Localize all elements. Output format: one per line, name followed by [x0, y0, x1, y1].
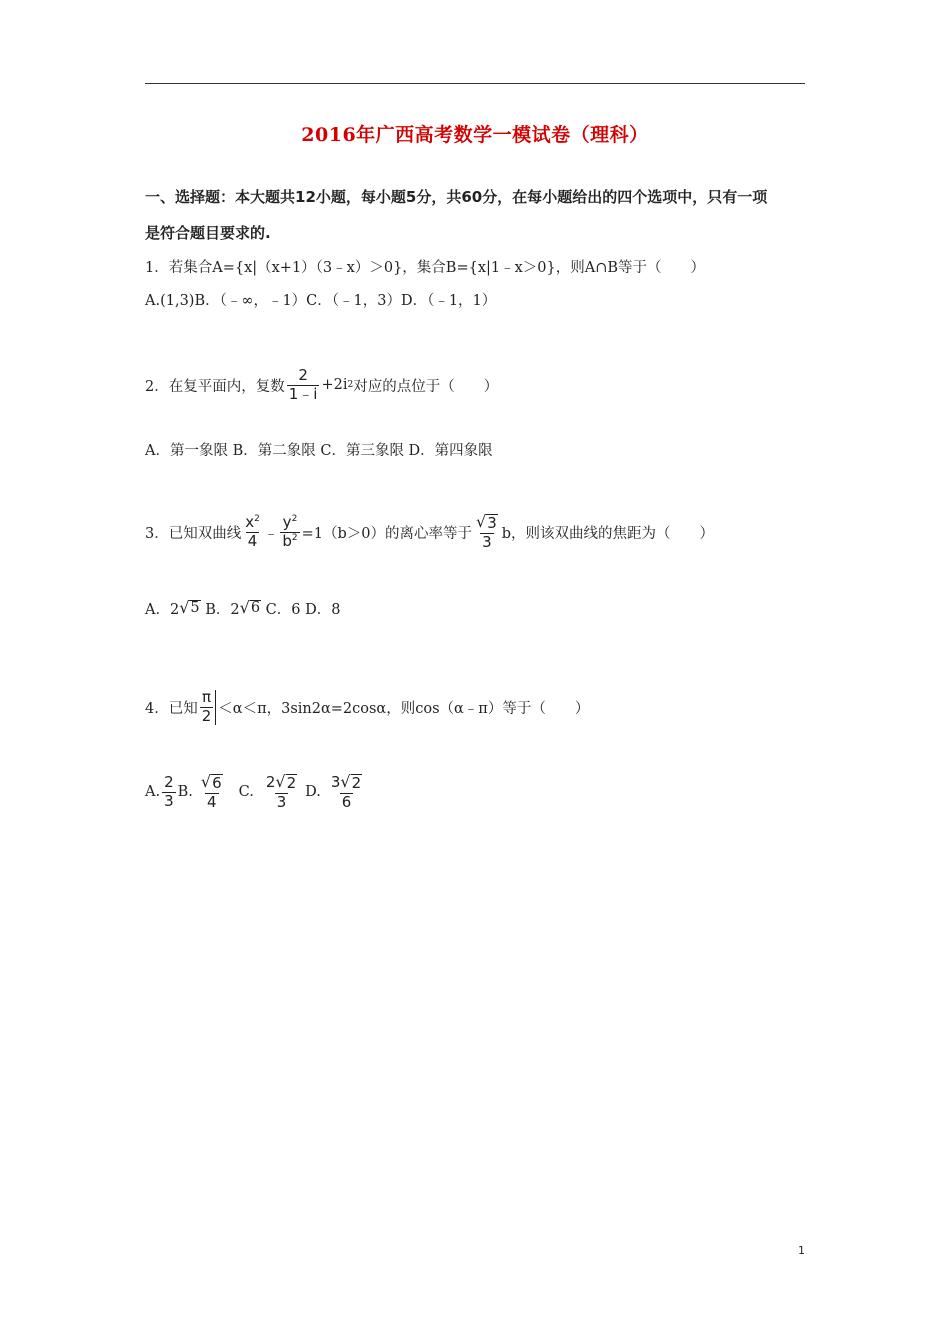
q4-opt-b-rad: 6 — [212, 774, 222, 792]
question-4-stem — [145, 690, 589, 725]
sqrt-icon: √ — [179, 598, 190, 618]
q3-fraction-y — [280, 512, 299, 550]
q3-f3-rad: 3 — [487, 514, 497, 532]
q4-opt-c-label: C. — [238, 784, 254, 801]
q2-text-after: 对应的点位于（ ） — [353, 378, 499, 395]
sqrt-icon: √ — [239, 598, 250, 618]
sqrt-icon: √ — [200, 772, 212, 791]
q3-opt-b: B．2 — [200, 602, 240, 618]
question-4-options — [145, 774, 366, 810]
q3-f1-num: x — [245, 512, 255, 531]
q3-fraction-x — [243, 512, 262, 550]
q4-opt-d-label: D. — [305, 784, 321, 801]
q4-opt-b-den: 4 — [207, 792, 217, 811]
q4-f-den: 2 — [201, 706, 212, 725]
question-3-options — [145, 598, 340, 619]
q4-opt-b-frac — [199, 774, 225, 810]
q2-fraction — [287, 368, 320, 403]
q4-opt-d-den: 6 — [341, 792, 352, 811]
header-rule — [145, 83, 805, 84]
q3-opt-a: A．2 — [145, 602, 180, 618]
sqrt-icon: √ — [476, 512, 487, 531]
q4-opt-b-label: B. — [177, 784, 193, 801]
question-1-stem: 1．若集合A={x|（x+1）（3﹣x）＞0}，集合B={x|1﹣x＞0}，则A∩B等于（ ） — [145, 260, 706, 276]
q4-opt-c-rad: 2 — [286, 774, 297, 792]
q3-text-after: b，则该双曲线的焦距为（ ） — [501, 525, 715, 542]
q4-opt-a-frac — [162, 772, 176, 810]
q3-opt-rest: C．6 D．8 — [261, 602, 341, 618]
question-2-stem — [145, 368, 498, 403]
q4-opt-d-frac — [329, 774, 364, 810]
q4-opt-c-den: 3 — [276, 792, 287, 811]
q3-f2-den-sup: 2 — [291, 532, 298, 543]
q4-opt-d-coef: 3 — [330, 773, 341, 791]
q2-text-before: 2．在复平面内，复数 — [145, 378, 285, 395]
q3-f2-num: y — [282, 512, 292, 531]
page-number: 1 — [798, 1244, 805, 1257]
q4-opt-a-den: 3 — [164, 791, 174, 810]
q4-opt-a-num: 2 — [164, 772, 174, 791]
question-1-options: A.(1,3)B．（﹣∞，﹣1）C．（﹣1，3）D．（﹣1，1） — [145, 293, 497, 309]
q4-text-after: ＜α＜π，3sin2α=2cosα，则cos（α﹣π）等于（ ） — [218, 700, 590, 717]
q3-f2-sup: 2 — [291, 513, 298, 524]
q4-opt-a-label: A. — [145, 784, 161, 801]
q3-f2-den: b — [282, 531, 292, 550]
q4-opt-c-coef: 2 — [265, 773, 276, 791]
q4-opt-d-rad: 2 — [351, 774, 362, 792]
section-heading-line1: 一、选择题：本大题共12小题，每小题5分，共60分，在每小题给出的四个选项中，只有一项 — [145, 188, 768, 206]
q3-f1-sup: 2 — [254, 513, 260, 524]
q3-f3-den: 3 — [482, 532, 492, 551]
q3-text-mid: =1（b＞0）的离心率等于 — [301, 525, 473, 542]
sqrt-icon: √ — [275, 772, 286, 791]
q4-f-num: π — [201, 688, 212, 706]
q2-frac-num: 2 — [298, 366, 308, 384]
q2-frac-den: 1﹣i — [288, 384, 318, 403]
q3-minus: ﹣ — [263, 525, 279, 542]
q3-opt-a-rad: 5 — [190, 600, 200, 617]
q4-text-before: 4．已知 — [145, 700, 198, 717]
q2-exponent: 2 — [347, 380, 354, 391]
q3-fraction-ecc — [474, 514, 500, 550]
sqrt-icon: √ — [340, 772, 351, 791]
question-3-stem — [145, 514, 714, 550]
q3-opt-b-rad: 6 — [250, 600, 261, 617]
section-heading-line2: 是符合题目要求的. — [145, 224, 271, 242]
q4-opt-c-frac — [264, 774, 299, 810]
q2-plus-term: +2i — [321, 377, 348, 394]
q4-fraction-pi — [200, 690, 217, 725]
q3-f1-den: 4 — [247, 531, 258, 550]
q3-text-before: 3．已知双曲线 — [145, 525, 242, 542]
page-title: 2016年广西高考数学一模试卷（理科） — [301, 124, 649, 146]
question-2-options: A．第一象限 B．第二象限 C．第三象限 D．第四象限 — [145, 443, 493, 459]
